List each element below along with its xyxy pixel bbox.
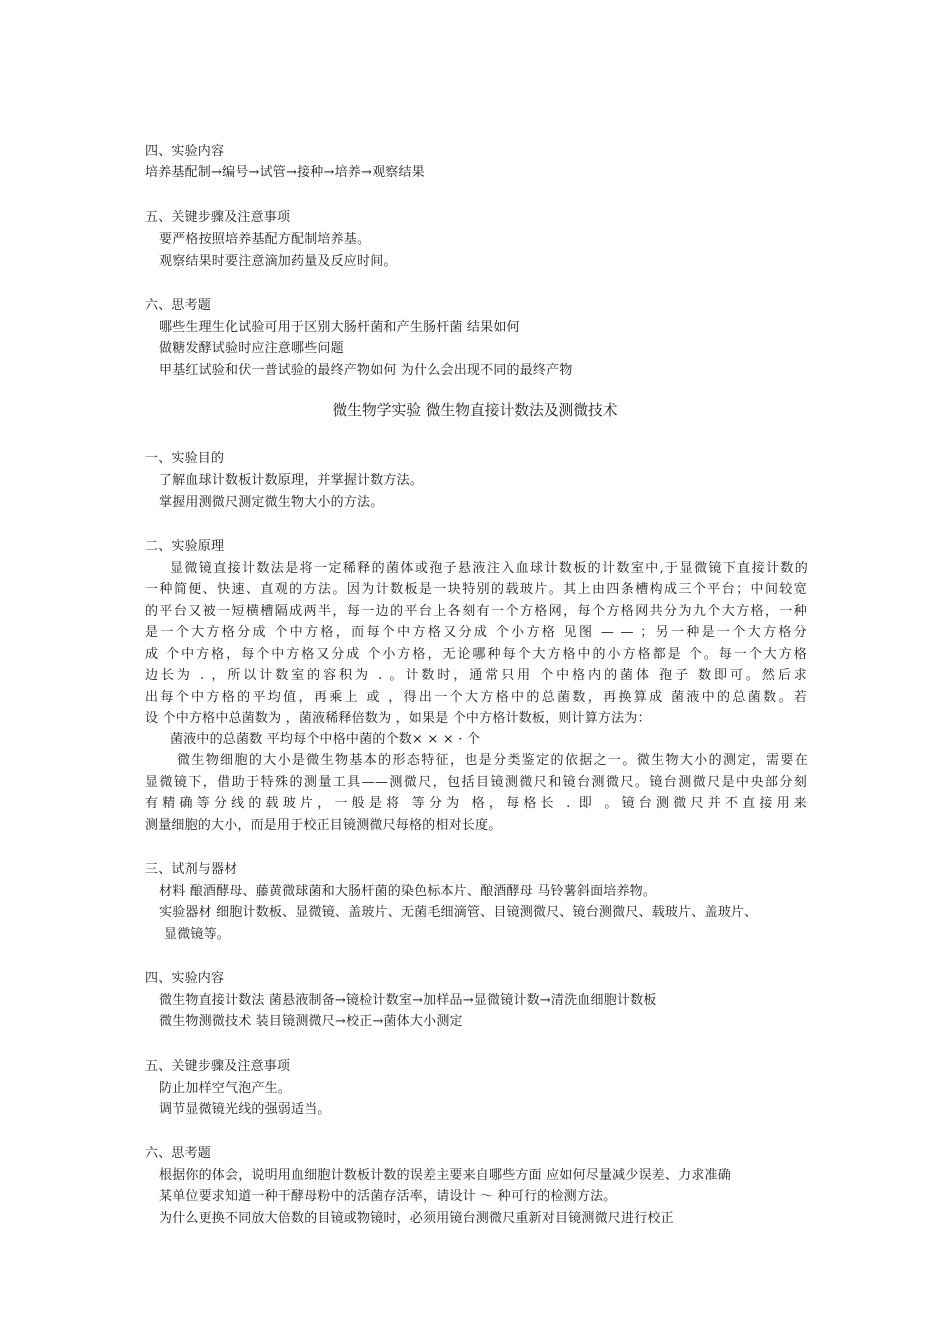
count-formula: 菌液中的总菌数 平均每个中格中菌的个数× × × · 个 (170, 732, 481, 747)
page-title: 微生物学实验 微生物直接计数法及测微技术 (332, 402, 618, 419)
purpose-item: 了解血球计数板计数原理，并掌握计数方法。 (159, 473, 424, 488)
note-item: 防止加样空气泡产生。 (159, 1081, 292, 1096)
section-heading-2-principle: 二、实验原理 (145, 539, 225, 554)
principle-line: 设 个中方格中总菌数为 ，菌液稀释倍数为 ，如果是 个中方格计数板，则计算方法为： (145, 711, 651, 726)
question-item: 某单位要求知道一种干酵母粉中的活菌存活率，请设计 ～ 种可行的检测方法。 (159, 1189, 617, 1204)
purpose-item: 掌握用测微尺测定微生物大小的方法。 (159, 495, 384, 510)
note-item: 观察结果时要注意滴加药量及反应时间。 (159, 254, 397, 269)
principle-line: 一种简便、快速、直观的方法。因为计数板是一块特别的载玻片。其上由四条槽构成三个平台；中间较宽 (145, 582, 807, 597)
principle-line: 是一个大方格分成 个中方格，而每个中方格又分成 个小方格 见图 — — ；另一种是一个大方格分 (145, 625, 807, 640)
principle-line: 微生物细胞的大小是微生物基本的形态特征，也是分类鉴定的依据之一。微生物大小的测定，需要在 (177, 753, 808, 768)
principle-line: 测量细胞的大小，而是用于校正目镜测微尺每格的相对长度。 (145, 818, 502, 833)
question-item: 甲基红试验和伏一普试验的最终产物如何 为什么会出现不同的最终产物 (159, 363, 573, 378)
principle-line: 边长为 . ，所以计数室的容积为 . 。计数时，通常只用 个中格内的菌体 孢子 数即可。然后求 (145, 668, 807, 683)
section-heading-5-notes: 五、关键步骤及注意事项 (145, 1059, 291, 1074)
equipment-text: 实验器材 细胞计数板、显微镜、盖玻片、无菌毛细滴管、目镜测微尺、镜台测微尺、载玻片、盖玻片、 (159, 905, 758, 920)
question-item: 做糖发酵试验时应注意哪些问题 (159, 341, 344, 356)
principle-line: 的平台又被一短横槽隔成两半，每一边的平台上各刻有一个方格网，每个方格网共分为九个大方格，一种 (145, 604, 807, 619)
section-heading-6-questions: 六、思考题 (145, 1146, 212, 1161)
content-item: 微生物测微技术 装目镜测微尺→校正→菌体大小测定 (159, 1014, 463, 1029)
section-heading-1-purpose: 一、实验目的 (145, 451, 225, 466)
question-item: 为什么更换不同放大倍数的目镜或物镜时，必须用镜台测微尺重新对目镜测微尺进行校正 (159, 1211, 674, 1226)
section-heading-4-content: 四、实验内容 (145, 971, 225, 986)
note-item: 调节显微镜光线的强弱适当。 (159, 1102, 331, 1117)
content-item: 微生物直接计数法 菌悬液制备→镜检计数室→加样品→显微镜计数→清洗血细胞计数板 (159, 993, 657, 1008)
question-item: 哪些生理生化试验可用于区别大肠杆菌和产生肠杆菌 结果如何 (159, 320, 520, 335)
section-heading-3-materials: 三、试剂与器材 (145, 862, 238, 877)
principle-line: 显微镜直接计数法是将一定稀释的菌体或孢子悬液注入血球计数板的计数室中,于显微镜下直接计数的 (170, 561, 808, 576)
section-heading-4-content: 四、实验内容 (145, 144, 225, 159)
materials-text: 材料 酿酒酵母、藤黄微球菌和大肠杆菌的染色标本片、酿酒酵母 马铃薯斜面培养物。 (159, 884, 657, 899)
section-heading-5-notes: 五、关键步骤及注意事项 (145, 210, 291, 225)
note-item: 要严格按照培养基配方配制培养基。 (159, 232, 371, 247)
principle-line: 成 个中方格，每个中方格又分成 个小方格，无论哪种每个大方格中的小方格都是 个。每一个大方格 (145, 647, 807, 662)
section-heading-6-questions: 六、思考题 (145, 298, 212, 313)
principle-line: 出每个中方格的平均值，再乘上 或 ，得出一个大方格中的总菌数，再换算成 菌液中的总菌数。若 (145, 690, 807, 705)
procedure-flow: 培养基配制→编号→试管→接种→培养→观察结果 (145, 165, 425, 180)
principle-line: 显微镜下，借助于特殊的测量工具——测微尺，包括目镜测微尺和镜台测微尺。镜台测微尺是中央部分刻 (145, 775, 807, 790)
principle-line: 有精确等分线的载玻片，一般是将 等分为 格，每格长 . 即 。镜台测微尺并不直接用来 (145, 796, 807, 811)
equipment-text-continued: 显微镜等。 (164, 927, 231, 942)
question-item: 根据你的体会，说明用血细胞计数板计数的误差主要来自哪些方面 应如何尽量减少误差、力求准确 (159, 1168, 731, 1183)
